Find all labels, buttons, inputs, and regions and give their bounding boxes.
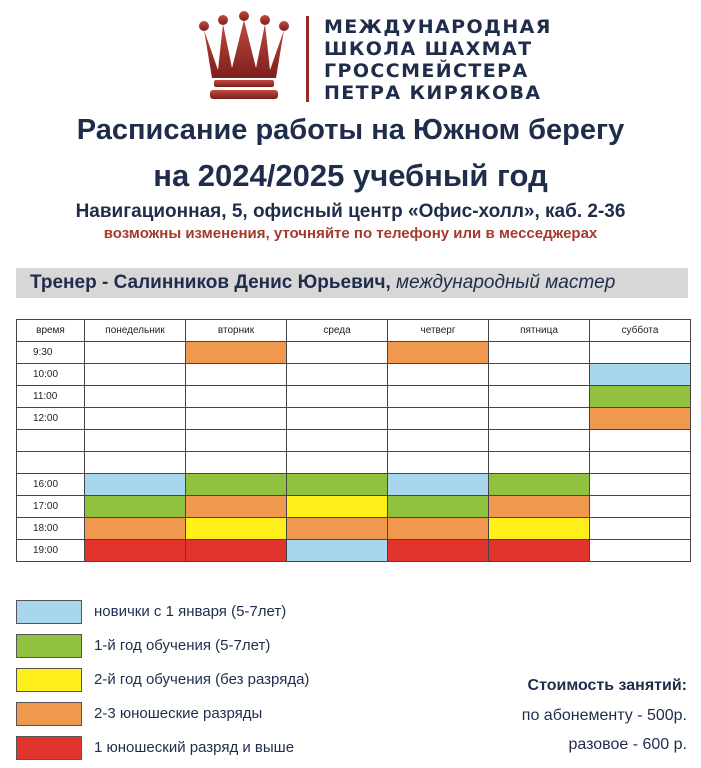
class-slot-orange [85,518,186,540]
column-header-day: понедельник [85,320,186,342]
schedule-body [17,342,691,562]
column-header-day: четверг [388,320,489,342]
empty-slot [590,496,691,518]
class-slot-red [388,540,489,562]
schedule-row [17,452,691,474]
school-name-line: ГРОССМЕЙСТЕРА [324,60,529,82]
class-slot-blue [85,474,186,496]
schedule-row [17,430,691,452]
class-slot-yellow [489,518,590,540]
class-slot-yellow [287,496,388,518]
schedule-row [17,540,691,562]
legend-swatch-green [16,634,82,658]
time-cell: 9:30 [17,342,85,364]
empty-slot [287,364,388,386]
empty-slot [186,452,287,474]
school-name [324,16,552,104]
column-header-day: вторник [186,320,287,342]
legend-label: 2-й год обучения (без разряда) [94,671,310,688]
legend-swatch-orange [16,702,82,726]
empty-slot [388,452,489,474]
class-slot-red [85,540,186,562]
class-slot-orange [489,496,590,518]
column-header-time: время [17,320,85,342]
empty-slot [388,430,489,452]
empty-slot [388,364,489,386]
class-slot-orange [590,408,691,430]
empty-slot [489,386,590,408]
legend-item [16,668,436,694]
class-slot-green [388,496,489,518]
empty-slot [85,430,186,452]
empty-slot [186,386,287,408]
schedule-row [17,518,691,540]
legend-swatch-yellow [16,668,82,692]
class-slot-green [85,496,186,518]
class-slot-yellow [186,518,287,540]
empty-slot [590,540,691,562]
class-slot-orange [388,518,489,540]
class-slot-green [186,474,287,496]
schedule-table [16,319,691,562]
pricing-title: Стоимость занятий: [527,677,687,694]
trainer-title: международный мастер [390,272,616,293]
time-cell: 18:00 [17,518,85,540]
legend-item [16,736,436,762]
time-cell: 16:00 [17,474,85,496]
legend-swatch-blue [16,600,82,624]
class-slot-blue [590,364,691,386]
empty-slot [287,452,388,474]
class-slot-blue [388,474,489,496]
price-subscription: по абонементу - 500р. [521,707,687,724]
empty-slot [85,408,186,430]
price-single: разовое - 600 р. [568,736,687,753]
class-slot-green [489,474,590,496]
empty-slot [489,364,590,386]
empty-slot [590,474,691,496]
class-slot-blue [287,540,388,562]
school-name-line: МЕЖДУНАРОДНАЯ [324,16,552,38]
empty-slot [287,430,388,452]
empty-slot [590,430,691,452]
legend-label: новички с 1 января (5-7лет) [94,603,287,620]
page-title-line2: на 2024/2025 учебный год [153,158,548,193]
empty-slot [186,408,287,430]
empty-slot [85,342,186,364]
column-header-day: пятница [489,320,590,342]
legend-label: 2-3 юношеские разряды [94,705,263,722]
change-notice: возможны изменения, уточняйте по телефону или в месседжерах [103,225,598,242]
empty-slot [590,342,691,364]
time-cell: 17:00 [17,496,85,518]
legend-label: 1-й год обучения (5-7лет) [94,637,271,654]
empty-slot [388,408,489,430]
empty-slot [85,364,186,386]
class-slot-red [186,540,287,562]
time-cell: 12:00 [17,408,85,430]
class-slot-orange [186,496,287,518]
page-title-line1: Расписание работы на Южном берегу [76,114,625,146]
empty-slot [489,452,590,474]
time-cell: 19:00 [17,540,85,562]
address: Навигационная, 5, офисный центр «Офис-холл», каб. 2-36 [75,201,626,222]
logo-divider [306,16,309,102]
empty-slot [388,386,489,408]
column-header-day: суббота [590,320,691,342]
class-slot-orange [287,518,388,540]
empty-slot [590,452,691,474]
school-logo [196,8,616,106]
legend-item [16,600,436,626]
schedule-row [17,408,691,430]
column-header-day: среда [287,320,388,342]
schedule-row [17,386,691,408]
trainer-name: Тренер - Салинников Денис Юрьевич, [30,272,391,293]
empty-slot [590,518,691,540]
empty-slot [489,408,590,430]
school-name-line: ПЕТРА КИРЯКОВА [324,82,542,104]
time-cell: 11:00 [17,386,85,408]
legend-swatch-red [16,736,82,760]
chess-king-crown-icon [196,8,292,104]
class-slot-red [489,540,590,562]
class-slot-green [590,386,691,408]
legend-item [16,634,436,660]
empty-slot [186,364,287,386]
empty-slot [489,430,590,452]
schedule-row [17,496,691,518]
empty-slot [287,342,388,364]
empty-slot [489,342,590,364]
trainer-bar [16,268,688,298]
legend-item [16,702,436,728]
empty-slot [85,452,186,474]
time-cell [17,430,85,452]
class-slot-orange [186,342,287,364]
time-cell [17,452,85,474]
schedule-row [17,474,691,496]
class-slot-green [287,474,388,496]
empty-slot [186,430,287,452]
empty-slot [287,408,388,430]
empty-slot [287,386,388,408]
legend-label: 1 юношеский разряд и выше [94,739,295,756]
schedule-row [17,364,691,386]
empty-slot [85,386,186,408]
time-cell: 10:00 [17,364,85,386]
schedule-row [17,342,691,364]
schedule-header-row [17,320,691,342]
school-name-line: ШКОЛА ШАХМАТ [324,38,533,60]
class-slot-orange [388,342,489,364]
